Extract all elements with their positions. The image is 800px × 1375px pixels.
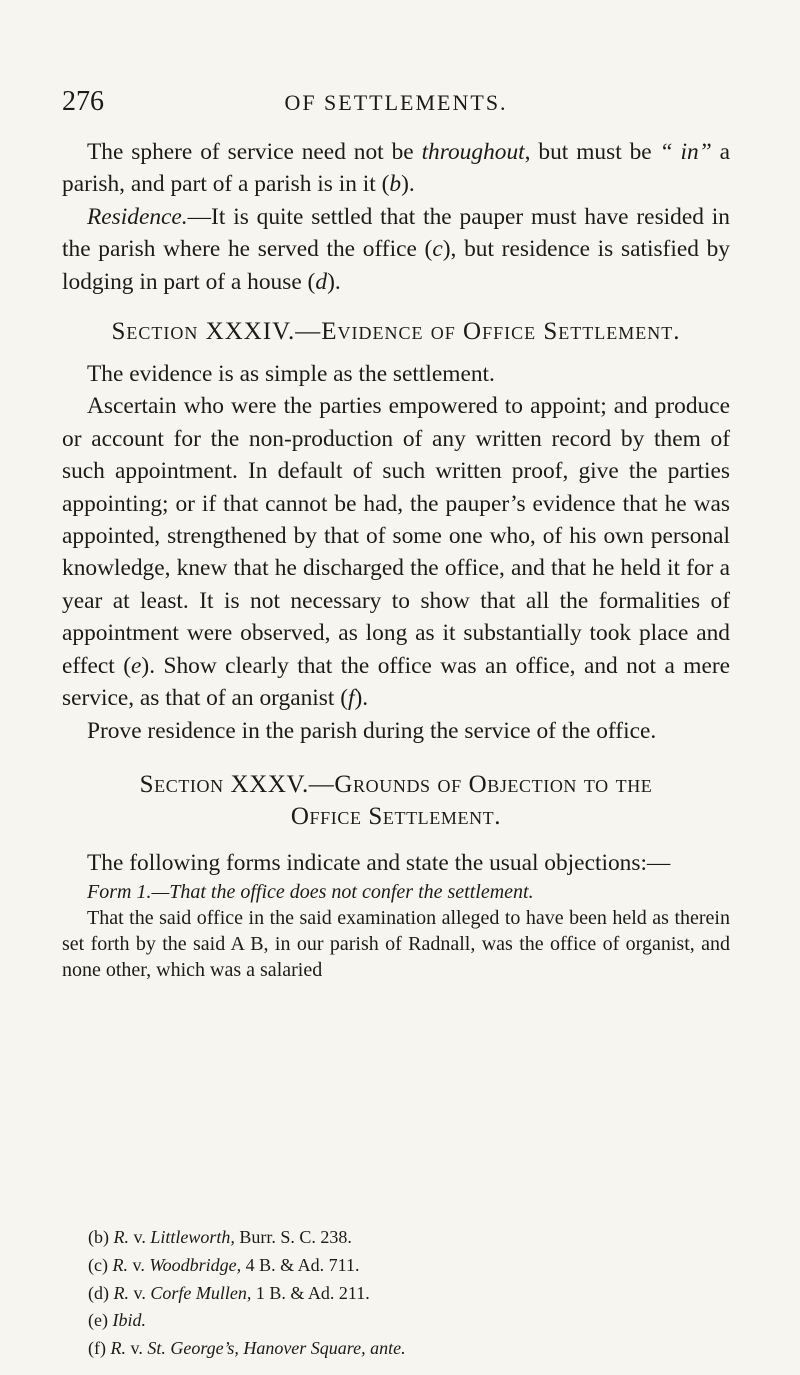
footnote xyxy=(88,1252,728,1280)
footnote-part: (b) xyxy=(88,1227,109,1247)
footnotes xyxy=(88,1224,728,1363)
footnote-part: R. xyxy=(113,1282,129,1303)
text-run: The sphere of service need not be xyxy=(87,139,422,165)
running-header xyxy=(62,86,730,120)
text-run: ). xyxy=(327,268,341,295)
emphasis: throughout xyxy=(421,139,525,165)
text-run: ). xyxy=(401,171,415,198)
emphasis: “ in” xyxy=(659,139,712,165)
footnote-ref: c xyxy=(432,236,443,263)
form-caption: —That the office does not confer the settlement. xyxy=(151,881,534,904)
footnote-part: St. George’s, Hanover Square, ante. xyxy=(147,1338,406,1359)
section-heading-line: Office Settlement. xyxy=(290,802,502,830)
footnote-part: (f) xyxy=(88,1338,106,1359)
section-heading-line: Section XXXV.—Grounds of Objection to the xyxy=(139,770,653,798)
text-run: —It is quite settled that the pauper must have resided in the parish where he served the office ( xyxy=(62,203,730,263)
text-run: ). Show clearly that the office was an office, and not a mere service, as that of an organist ( xyxy=(62,652,730,712)
footnote-part: Littleworth, xyxy=(150,1227,235,1247)
text-run: , but must be xyxy=(524,139,660,165)
section-heading-35 xyxy=(62,769,730,833)
running-title: OF SETTLEMENTS. xyxy=(284,90,508,115)
main-text xyxy=(62,136,730,983)
footnote xyxy=(88,1280,728,1308)
text-run: ), but residence is satisfied by lodging in part of a house ( xyxy=(62,236,731,295)
text-run: Ascertain who were the parties empowered to appoint; and produce or account for the non-production of any written record by them of such appointment. In default of such written proof, give the parties appointing; or if that cannot be had, the pauper’s evidence that he was appointed, strengthened by that of some one who, of his own personal knowledge, knew that he discharged the office, and that he held it for a year at least. It is not necessary to show that all the formalities of appointment were observed, as long as it substantially took place and effect ( xyxy=(62,393,730,679)
footnote-part: v. xyxy=(133,1282,146,1303)
text-run: ). xyxy=(354,685,369,712)
footnote-part: 1 B. & Ad. 211. xyxy=(255,1282,370,1303)
form-label: Form 1. xyxy=(87,881,152,904)
footnote-part: Woodbridge, xyxy=(149,1254,242,1275)
text-run: a parish, and part of a parish is in it ( xyxy=(62,139,731,198)
form-title xyxy=(62,879,730,905)
footnote xyxy=(88,1335,728,1363)
form-block xyxy=(62,879,730,983)
form-text: That the said office in the said examination alleged to have been held as therein set forth by the said A B, in our parish of Radnall, was the office of organist, and none other, which was a salaried xyxy=(62,907,730,982)
footnote-ref: f xyxy=(348,685,355,712)
paragraph-residence xyxy=(62,201,730,298)
footnote-part: Corfe Mullen, xyxy=(150,1282,252,1303)
footnote-part: Ibid. xyxy=(112,1310,146,1331)
footnote-part: Burr. S. C. 238. xyxy=(239,1227,352,1247)
side-heading: Residence. xyxy=(87,203,188,230)
footnote-part: (e) xyxy=(88,1310,108,1331)
footnote-ref: d xyxy=(315,268,328,295)
paragraph-forms-intro: The following forms indicate and state the usual objections:— xyxy=(87,849,671,876)
footnote-ref: e xyxy=(131,652,142,679)
footnote-part: v. xyxy=(130,1338,143,1359)
footnote-part: R. xyxy=(112,1254,128,1275)
paragraph-ascertain xyxy=(62,390,730,714)
footnote-ref: b xyxy=(389,171,402,198)
paragraph-prove-residence: Prove residence in the parish during the service of the office. xyxy=(87,717,657,744)
footnote-part: v. xyxy=(133,1227,146,1247)
page-number: 276 xyxy=(62,86,104,117)
footnote-part: R. xyxy=(113,1227,129,1247)
footnote xyxy=(88,1307,728,1335)
footnote-part: R. xyxy=(110,1338,126,1359)
paragraph-sphere xyxy=(62,136,730,201)
footnote-part: v. xyxy=(132,1254,145,1275)
section-heading-34: Section XXXIV.—Evidence of Office Settlement. xyxy=(111,318,681,346)
footnote-part: 4 B. & Ad. 711. xyxy=(245,1254,360,1275)
footnote-part: (c) xyxy=(88,1254,108,1275)
paragraph-evidence-simple: The evidence is as simple as the settlement. xyxy=(87,361,495,388)
footnote-part: (d) xyxy=(88,1282,109,1303)
footnote xyxy=(88,1224,728,1252)
